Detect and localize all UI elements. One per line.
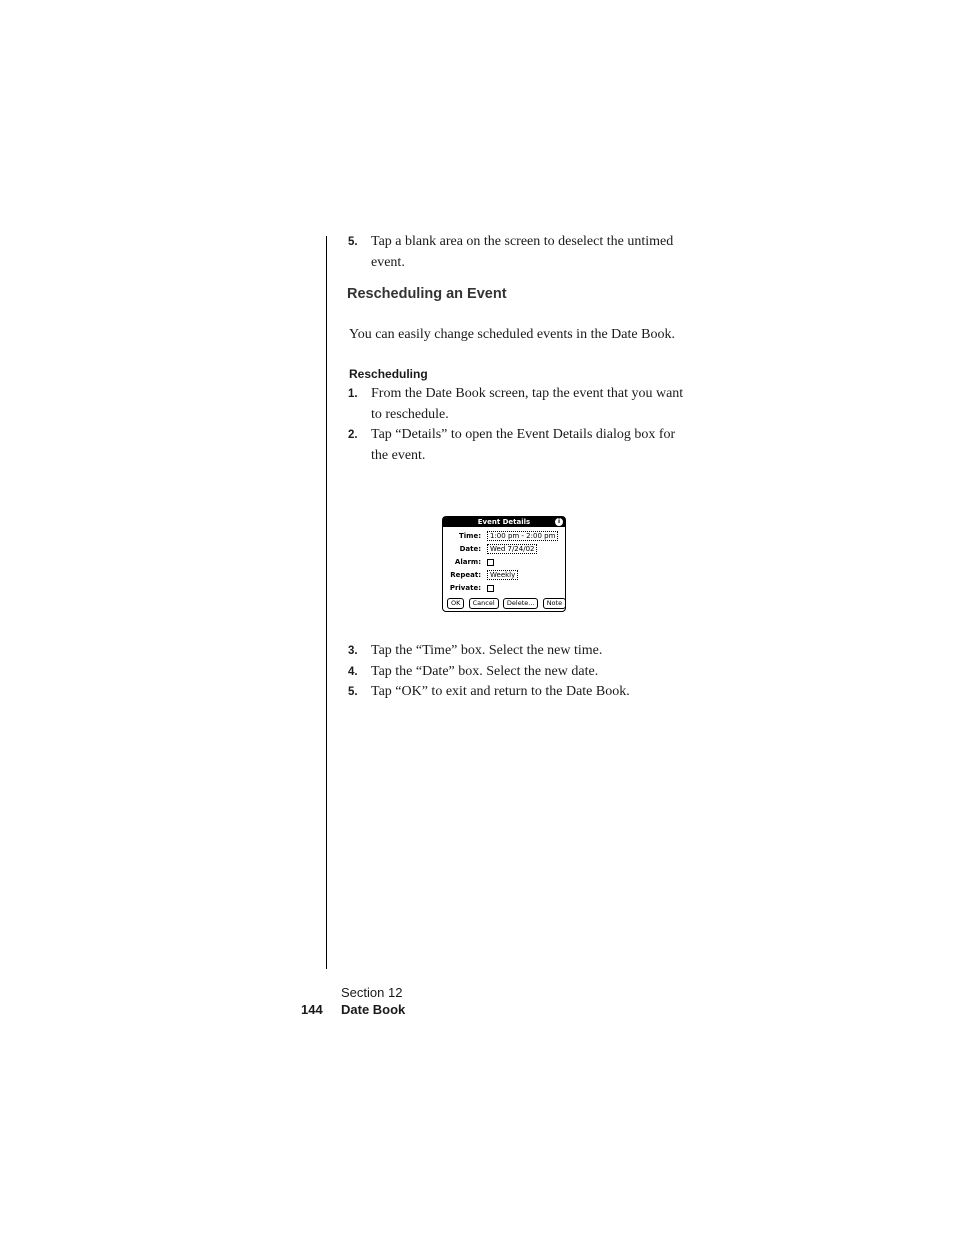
step-number: 3. bbox=[348, 645, 358, 657]
time-label: Time: bbox=[458, 532, 481, 540]
step-text: Tap “OK” to exit and return to the Date Book. bbox=[371, 684, 630, 699]
page-number: 144 bbox=[301, 1002, 323, 1017]
alarm-checkbox[interactable] bbox=[487, 559, 494, 566]
time-field[interactable]: 1:00 pm - 2:00 pm bbox=[487, 531, 558, 541]
repeat-label: Repeat: bbox=[450, 571, 481, 579]
time-row bbox=[443, 531, 563, 541]
date-row bbox=[443, 544, 563, 554]
subheading: Rescheduling bbox=[349, 367, 428, 381]
step-number: 5. bbox=[348, 236, 358, 248]
repeat-field[interactable]: Weekly bbox=[487, 570, 518, 580]
step-item bbox=[347, 641, 687, 662]
dialog-buttons bbox=[447, 598, 568, 609]
margin-rule bbox=[326, 236, 327, 969]
footer-section: Section 12 bbox=[341, 985, 403, 1000]
ok-button[interactable]: OK bbox=[447, 598, 464, 609]
date-field[interactable]: Wed 7/24/02 bbox=[487, 544, 537, 554]
event-details-dialog-screenshot bbox=[442, 516, 566, 612]
step-number: 4. bbox=[348, 665, 358, 678]
delete-button[interactable]: Delete... bbox=[503, 598, 539, 609]
step-item bbox=[347, 384, 687, 425]
page-content bbox=[347, 232, 687, 466]
step-item bbox=[347, 232, 687, 273]
dialog-title: Event Details bbox=[477, 518, 531, 526]
private-label: Private: bbox=[449, 584, 481, 592]
step-text: Tap the “Time” box. Select the new time. bbox=[371, 643, 603, 658]
cancel-button[interactable]: Cancel bbox=[469, 598, 499, 609]
step-item bbox=[347, 425, 687, 466]
step-number: 5. bbox=[348, 686, 358, 698]
step-item bbox=[347, 662, 687, 683]
info-icon[interactable]: i bbox=[555, 518, 563, 526]
step-text: Tap “Details” to open the Event Details dialog box for the event. bbox=[371, 427, 676, 463]
private-checkbox[interactable] bbox=[487, 585, 494, 592]
step-text: Tap a blank area on the screen to deselect the untimed event. bbox=[371, 234, 674, 270]
step-item bbox=[347, 682, 687, 703]
step-number: 1. bbox=[348, 388, 358, 400]
steps-list-a bbox=[347, 384, 687, 466]
repeat-row bbox=[443, 570, 563, 580]
footer-chapter-title: Date Book bbox=[341, 1002, 406, 1017]
dialog-titlebar bbox=[443, 517, 565, 527]
step-text: From the Date Book screen, tap the event that you want to reschedule. bbox=[371, 386, 684, 422]
step-text: Tap the “Date” box. Select the new date. bbox=[371, 663, 599, 679]
private-row bbox=[443, 583, 563, 593]
alarm-row bbox=[443, 557, 563, 567]
date-label: Date: bbox=[459, 545, 481, 553]
section-heading: Rescheduling an Event bbox=[347, 286, 507, 302]
steps-list-b bbox=[347, 641, 687, 703]
note-button[interactable]: Note bbox=[543, 598, 566, 609]
step-number: 2. bbox=[348, 429, 358, 441]
intro-paragraph: You can easily change scheduled events in the Date Book. bbox=[349, 327, 675, 342]
alarm-label: Alarm: bbox=[454, 558, 481, 566]
